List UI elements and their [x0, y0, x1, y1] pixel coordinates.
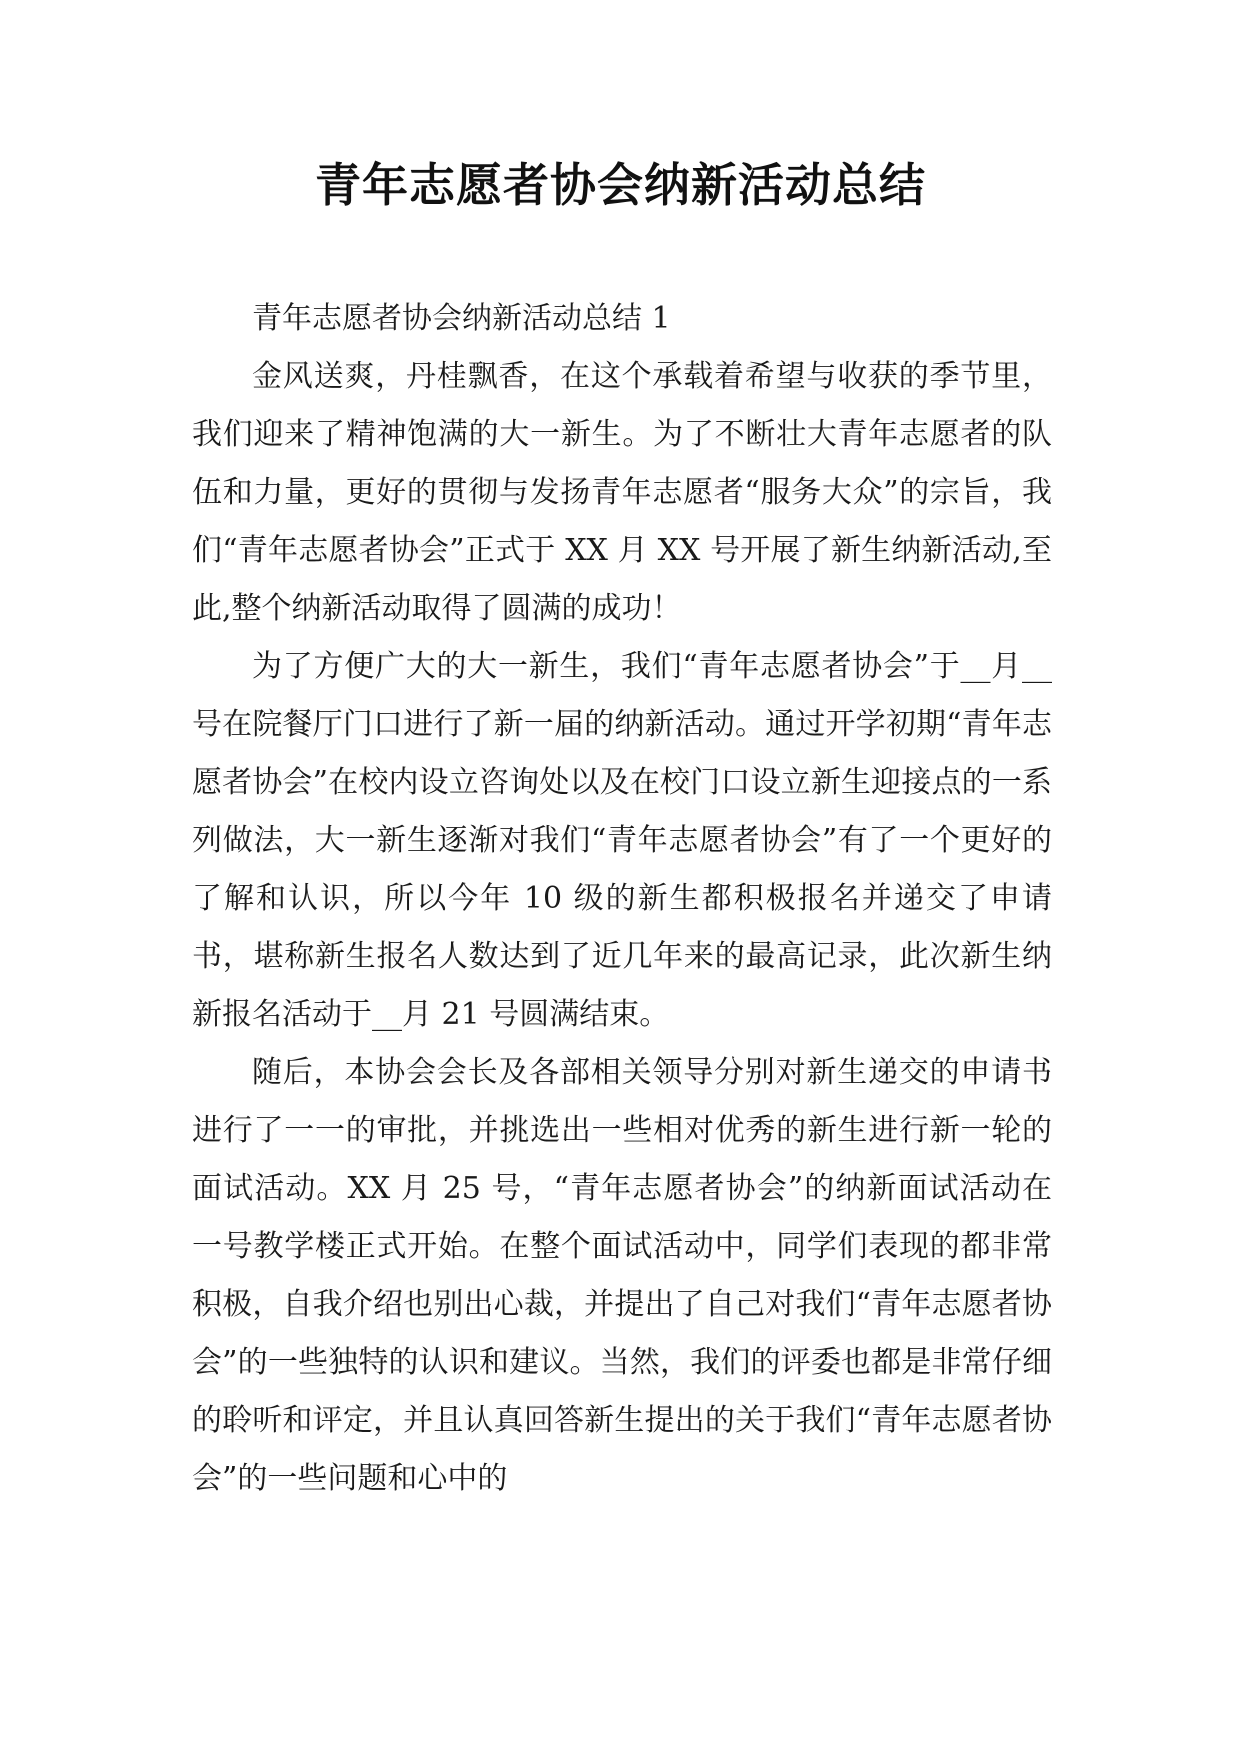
document-title: 青年志愿者协会纳新活动总结	[315, 158, 926, 212]
paragraph-heading: 青年志愿者协会纳新活动总结 1	[252, 301, 671, 336]
paragraph: 随后，本协会会长及各部相关领导分别对新生递交的申请书进行了一一的审批，并挑选出一些相对优秀的新生进行新一轮的面试活动。XX 月 25 号，“青年志愿者协会”的纳新面试活动在一号教学楼正式开始。在整个面试活动中，同学们表现的都非常积极，自我介绍也别出心裁，并提出了自己对我们“青年志愿者协会”的一些独特的认识和建议。当然，我们的评委也都是非常仔细的聆听和评定，并且认真回答新生提出的关于我们“青年志愿者协会”的一些问题和心中的	[192, 1055, 1052, 1496]
paragraph: 金风送爽，丹桂飘香，在这个承载着希望与收获的季节里，我们迎来了精神饱满的大一新生。为了不断壮大青年志愿者的队伍和力量，更好的贯彻与发扬青年志愿者“服务大众”的宗旨，我们“青年志愿者协会”正式于 XX 月 XX 号开展了新生纳新活动,至此,整个纳新活动取得了圆满的成功！	[192, 359, 1052, 626]
paragraph: 为了方便广大的大一新生，我们“青年志愿者协会”于__月__号在院餐厅门口进行了新一届的纳新活动。通过开学初期“青年志愿者协会”在校内设立咨询处以及在校门口设立新生迎接点的一系列做法，大一新生逐渐对我们“青年志愿者协会”有了一个更好的了解和认识，所以今年 10 级的新生都积极报名并递交了申请书，堪称新生报名人数达到了近几年来的最高记录，此次新生纳新报名活动于__月 21 号圆满结束。	[192, 649, 1052, 1032]
document-body	[192, 290, 1052, 1508]
